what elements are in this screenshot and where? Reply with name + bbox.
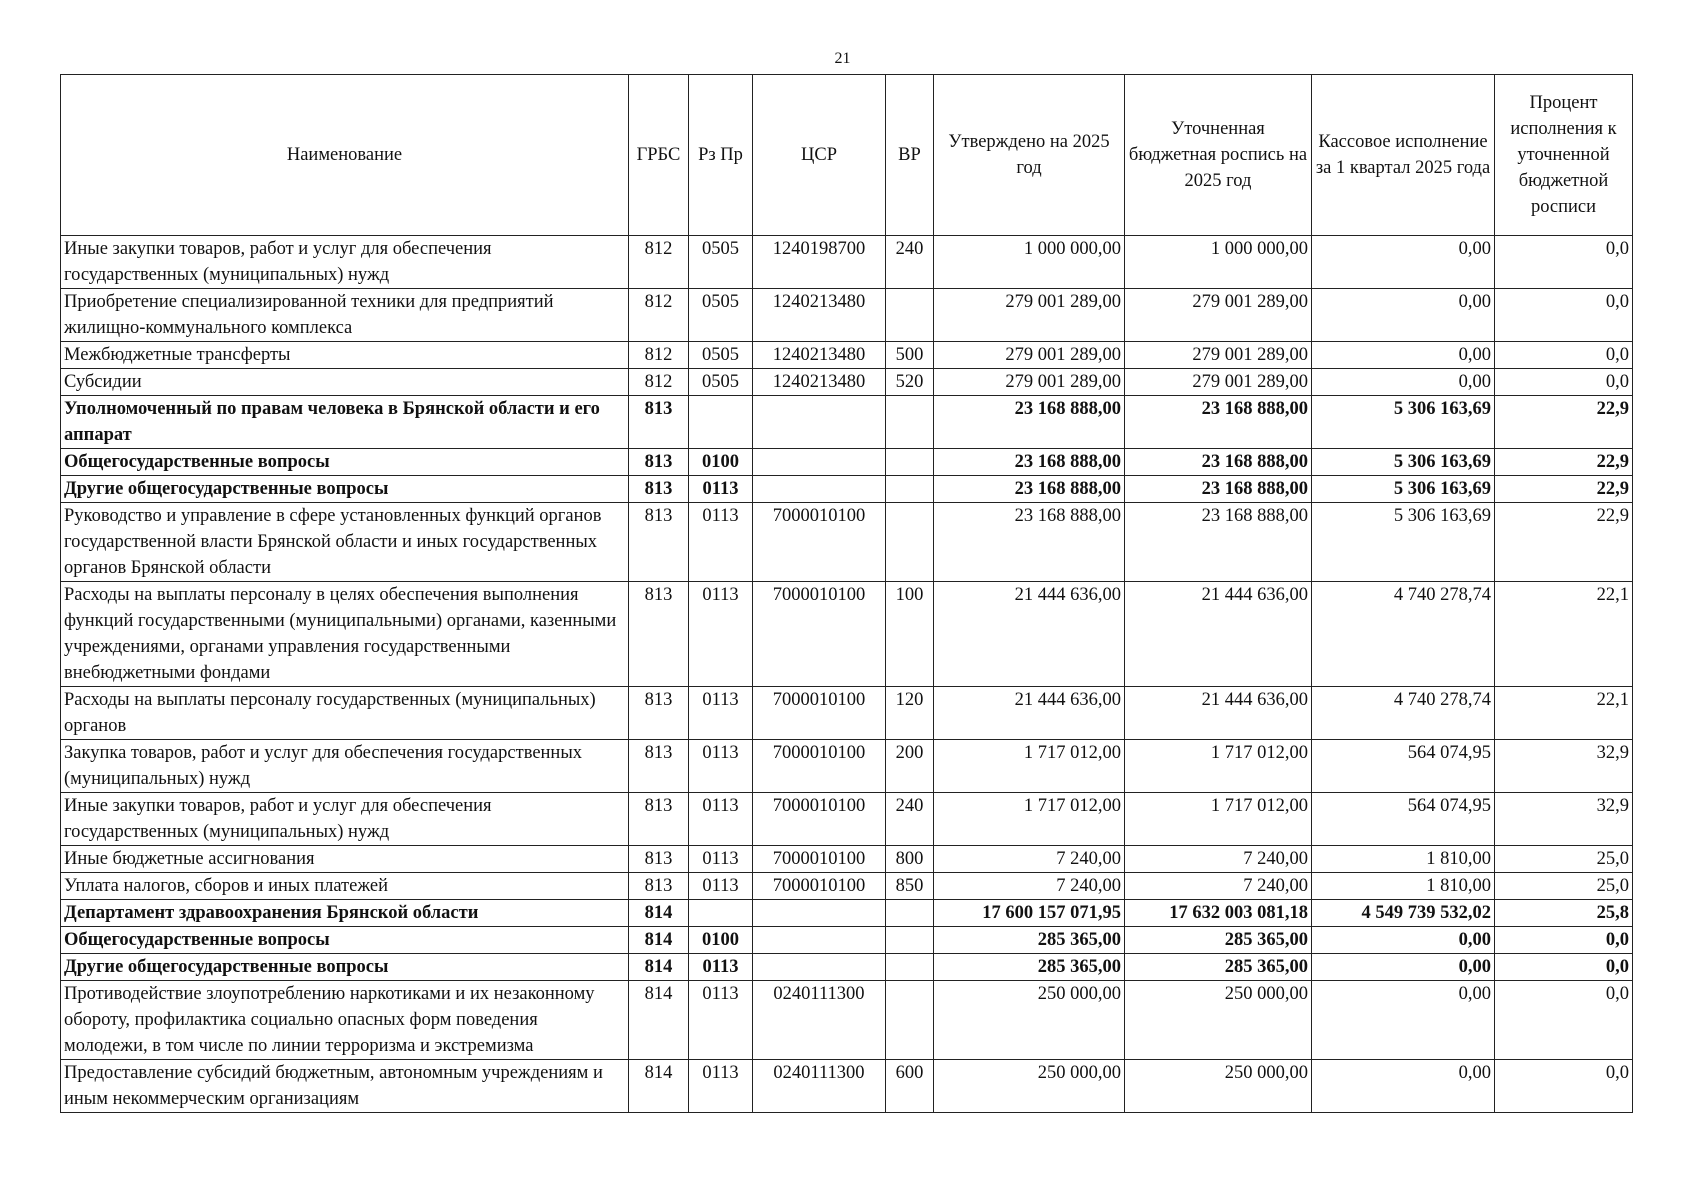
cell-name: Иные закупки товаров, работ и услуг для обеспечения государственных (муниципальных) нужд (61, 793, 629, 846)
cell-approved: 285 365,00 (934, 927, 1125, 954)
cell-vr: 520 (886, 369, 934, 396)
cell-percent: 22,9 (1495, 449, 1633, 476)
cell-cash: 0,00 (1312, 1060, 1495, 1113)
cell-vr: 200 (886, 740, 934, 793)
cell-csr: 7000010100 (753, 582, 886, 687)
cell-approved: 250 000,00 (934, 981, 1125, 1060)
cell-name: Приобретение специализированной техники для предприятий жилищно-коммунального комплекса (61, 289, 629, 342)
table-row (61, 342, 1633, 369)
cell-percent: 0,0 (1495, 236, 1633, 289)
table-row (61, 476, 1633, 503)
cell-name: Уплата налогов, сборов и иных платежей (61, 873, 629, 900)
cell-vr: 850 (886, 873, 934, 900)
cell-rzpr: 0100 (689, 449, 753, 476)
cell-cash: 1 810,00 (1312, 873, 1495, 900)
cell-percent: 0,0 (1495, 1060, 1633, 1113)
cell-approved: 1 717 012,00 (934, 793, 1125, 846)
table-row (61, 396, 1633, 449)
cell-csr: 7000010100 (753, 873, 886, 900)
cell-csr: 7000010100 (753, 740, 886, 793)
table-row (61, 449, 1633, 476)
cell-csr (753, 476, 886, 503)
header-name: Наименование (61, 75, 629, 236)
cell-approved: 1 717 012,00 (934, 740, 1125, 793)
cell-rzpr: 0113 (689, 981, 753, 1060)
cell-name: Руководство и управление в сфере установленных функций органов государственной власти Брянской области и иных государственных органов Брянской области (61, 503, 629, 582)
cell-rzpr: 0113 (689, 740, 753, 793)
table-row (61, 582, 1633, 687)
cell-percent: 22,1 (1495, 687, 1633, 740)
cell-cash: 5 306 163,69 (1312, 396, 1495, 449)
cell-grbs: 813 (629, 687, 689, 740)
cell-vr (886, 900, 934, 927)
table-row (61, 236, 1633, 289)
cell-refined: 23 168 888,00 (1125, 503, 1312, 582)
cell-percent: 32,9 (1495, 740, 1633, 793)
cell-csr (753, 449, 886, 476)
cell-csr (753, 900, 886, 927)
table-row (61, 289, 1633, 342)
cell-name: Расходы на выплаты персоналу государственных (муниципальных) органов (61, 687, 629, 740)
cell-csr (753, 396, 886, 449)
cell-grbs: 814 (629, 981, 689, 1060)
cell-cash: 5 306 163,69 (1312, 449, 1495, 476)
cell-csr: 1240198700 (753, 236, 886, 289)
header-percent: Процент исполнения к уточненной бюджетной росписи (1495, 75, 1633, 236)
cell-refined: 17 632 003 081,18 (1125, 900, 1312, 927)
cell-percent: 22,1 (1495, 582, 1633, 687)
cell-approved: 21 444 636,00 (934, 687, 1125, 740)
cell-percent: 0,0 (1495, 369, 1633, 396)
cell-vr (886, 981, 934, 1060)
header-csr: ЦСР (753, 75, 886, 236)
cell-cash: 0,00 (1312, 342, 1495, 369)
header-vr: ВР (886, 75, 934, 236)
cell-cash: 4 740 278,74 (1312, 582, 1495, 687)
cell-refined: 1 717 012,00 (1125, 740, 1312, 793)
cell-percent: 0,0 (1495, 954, 1633, 981)
table-row (61, 981, 1633, 1060)
cell-approved: 279 001 289,00 (934, 289, 1125, 342)
cell-rzpr: 0505 (689, 369, 753, 396)
cell-vr (886, 954, 934, 981)
cell-cash: 0,00 (1312, 369, 1495, 396)
budget-table (60, 74, 1633, 1113)
cell-cash: 0,00 (1312, 954, 1495, 981)
cell-percent: 0,0 (1495, 927, 1633, 954)
cell-cash: 0,00 (1312, 236, 1495, 289)
cell-cash: 0,00 (1312, 981, 1495, 1060)
cell-rzpr: 0505 (689, 289, 753, 342)
cell-name: Межбюджетные трансферты (61, 342, 629, 369)
cell-grbs: 812 (629, 289, 689, 342)
cell-grbs: 813 (629, 793, 689, 846)
table-row (61, 1060, 1633, 1113)
table-row (61, 740, 1633, 793)
header-rzpr: Рз Пр (689, 75, 753, 236)
cell-name: Предоставление субсидий бюджетным, автономным учреждениям и иным некоммерческим организациям (61, 1060, 629, 1113)
cell-vr: 240 (886, 793, 934, 846)
cell-approved: 23 168 888,00 (934, 503, 1125, 582)
cell-cash: 5 306 163,69 (1312, 476, 1495, 503)
cell-csr: 1240213480 (753, 342, 886, 369)
cell-csr: 7000010100 (753, 503, 886, 582)
cell-grbs: 812 (629, 236, 689, 289)
table-row (61, 793, 1633, 846)
cell-refined: 7 240,00 (1125, 846, 1312, 873)
cell-rzpr (689, 900, 753, 927)
cell-percent: 25,8 (1495, 900, 1633, 927)
cell-refined: 23 168 888,00 (1125, 449, 1312, 476)
cell-grbs: 813 (629, 846, 689, 873)
table-row (61, 873, 1633, 900)
cell-vr: 500 (886, 342, 934, 369)
cell-grbs: 814 (629, 954, 689, 981)
table-row (61, 927, 1633, 954)
cell-csr: 1240213480 (753, 289, 886, 342)
cell-refined: 285 365,00 (1125, 954, 1312, 981)
cell-rzpr: 0113 (689, 846, 753, 873)
cell-approved: 285 365,00 (934, 954, 1125, 981)
cell-approved: 1 000 000,00 (934, 236, 1125, 289)
cell-csr (753, 927, 886, 954)
cell-approved: 23 168 888,00 (934, 449, 1125, 476)
cell-approved: 279 001 289,00 (934, 369, 1125, 396)
cell-approved: 23 168 888,00 (934, 476, 1125, 503)
cell-grbs: 813 (629, 476, 689, 503)
cell-approved: 7 240,00 (934, 846, 1125, 873)
table-header-row (61, 75, 1633, 236)
cell-cash: 1 810,00 (1312, 846, 1495, 873)
cell-rzpr: 0113 (689, 954, 753, 981)
cell-name: Общегосударственные вопросы (61, 449, 629, 476)
cell-percent: 25,0 (1495, 873, 1633, 900)
cell-refined: 23 168 888,00 (1125, 396, 1312, 449)
cell-refined: 250 000,00 (1125, 1060, 1312, 1113)
table-row (61, 369, 1633, 396)
table-row (61, 846, 1633, 873)
cell-approved: 23 168 888,00 (934, 396, 1125, 449)
cell-cash: 4 740 278,74 (1312, 687, 1495, 740)
cell-vr (886, 476, 934, 503)
cell-percent: 22,9 (1495, 503, 1633, 582)
header-grbs: ГРБС (629, 75, 689, 236)
cell-name: Расходы на выплаты персоналу в целях обеспечения выполнения функций государственными (муниципальными) органами, казенными учреждениями, органами управления государственными внебюджетными фондами (61, 582, 629, 687)
cell-name: Иные закупки товаров, работ и услуг для обеспечения государственных (муниципальных) нужд (61, 236, 629, 289)
cell-grbs: 814 (629, 900, 689, 927)
cell-rzpr: 0113 (689, 476, 753, 503)
cell-csr: 7000010100 (753, 793, 886, 846)
cell-refined: 250 000,00 (1125, 981, 1312, 1060)
cell-rzpr: 0505 (689, 236, 753, 289)
cell-percent: 22,9 (1495, 476, 1633, 503)
cell-name: Закупка товаров, работ и услуг для обеспечения государственных (муниципальных) нужд (61, 740, 629, 793)
cell-name: Другие общегосударственные вопросы (61, 954, 629, 981)
table-row (61, 954, 1633, 981)
table-body (61, 236, 1633, 1113)
cell-rzpr: 0505 (689, 342, 753, 369)
header-cash: Кассовое исполнение за 1 квартал 2025 года (1312, 75, 1495, 236)
table-row (61, 687, 1633, 740)
cell-cash: 5 306 163,69 (1312, 503, 1495, 582)
cell-percent: 0,0 (1495, 981, 1633, 1060)
cell-percent: 0,0 (1495, 289, 1633, 342)
cell-name: Общегосударственные вопросы (61, 927, 629, 954)
cell-refined: 279 001 289,00 (1125, 369, 1312, 396)
cell-vr: 800 (886, 846, 934, 873)
cell-grbs: 813 (629, 582, 689, 687)
header-approved: Утверждено на 2025 год (934, 75, 1125, 236)
cell-rzpr: 0113 (689, 793, 753, 846)
header-refined: Уточненная бюджетная роспись на 2025 год (1125, 75, 1312, 236)
cell-name: Другие общегосударственные вопросы (61, 476, 629, 503)
cell-cash: 564 074,95 (1312, 740, 1495, 793)
cell-approved: 17 600 157 071,95 (934, 900, 1125, 927)
cell-name: Уполномоченный по правам человека в Брянской области и его аппарат (61, 396, 629, 449)
table-row (61, 900, 1633, 927)
cell-approved: 250 000,00 (934, 1060, 1125, 1113)
cell-grbs: 814 (629, 927, 689, 954)
cell-csr: 0240111300 (753, 1060, 886, 1113)
cell-rzpr (689, 396, 753, 449)
cell-csr: 7000010100 (753, 687, 886, 740)
table-row (61, 503, 1633, 582)
cell-grbs: 812 (629, 342, 689, 369)
cell-rzpr: 0100 (689, 927, 753, 954)
cell-name: Иные бюджетные ассигнования (61, 846, 629, 873)
cell-name: Департамент здравоохранения Брянской области (61, 900, 629, 927)
cell-cash: 0,00 (1312, 927, 1495, 954)
cell-name: Противодействие злоупотреблению наркотиками и их незаконному обороту, профилактика социально опасных форм поведения молодежи, в том числе по линии терроризма и экстремизма (61, 981, 629, 1060)
cell-cash: 0,00 (1312, 289, 1495, 342)
cell-csr: 7000010100 (753, 846, 886, 873)
cell-vr (886, 449, 934, 476)
cell-cash: 4 549 739 532,02 (1312, 900, 1495, 927)
cell-refined: 1 000 000,00 (1125, 236, 1312, 289)
cell-percent: 0,0 (1495, 342, 1633, 369)
cell-percent: 32,9 (1495, 793, 1633, 846)
cell-cash: 564 074,95 (1312, 793, 1495, 846)
cell-rzpr: 0113 (689, 687, 753, 740)
cell-csr: 0240111300 (753, 981, 886, 1060)
cell-approved: 279 001 289,00 (934, 342, 1125, 369)
cell-vr (886, 289, 934, 342)
cell-name: Субсидии (61, 369, 629, 396)
cell-rzpr: 0113 (689, 503, 753, 582)
cell-rzpr: 0113 (689, 582, 753, 687)
cell-vr: 240 (886, 236, 934, 289)
cell-grbs: 813 (629, 740, 689, 793)
cell-rzpr: 0113 (689, 873, 753, 900)
cell-percent: 25,0 (1495, 846, 1633, 873)
cell-grbs: 814 (629, 1060, 689, 1113)
cell-csr: 1240213480 (753, 369, 886, 396)
cell-refined: 279 001 289,00 (1125, 289, 1312, 342)
cell-grbs: 813 (629, 396, 689, 449)
cell-grbs: 813 (629, 449, 689, 476)
cell-vr: 100 (886, 582, 934, 687)
cell-rzpr: 0113 (689, 1060, 753, 1113)
cell-vr: 120 (886, 687, 934, 740)
cell-vr (886, 503, 934, 582)
cell-grbs: 812 (629, 369, 689, 396)
cell-refined: 285 365,00 (1125, 927, 1312, 954)
cell-percent: 22,9 (1495, 396, 1633, 449)
cell-csr (753, 954, 886, 981)
cell-grbs: 813 (629, 873, 689, 900)
cell-refined: 1 717 012,00 (1125, 793, 1312, 846)
cell-approved: 21 444 636,00 (934, 582, 1125, 687)
cell-refined: 23 168 888,00 (1125, 476, 1312, 503)
cell-approved: 7 240,00 (934, 873, 1125, 900)
cell-refined: 21 444 636,00 (1125, 582, 1312, 687)
cell-refined: 21 444 636,00 (1125, 687, 1312, 740)
page-number: 21 (834, 50, 851, 67)
cell-refined: 7 240,00 (1125, 873, 1312, 900)
cell-refined: 279 001 289,00 (1125, 342, 1312, 369)
cell-vr: 600 (886, 1060, 934, 1113)
cell-vr (886, 927, 934, 954)
cell-vr (886, 396, 934, 449)
cell-grbs: 813 (629, 503, 689, 582)
